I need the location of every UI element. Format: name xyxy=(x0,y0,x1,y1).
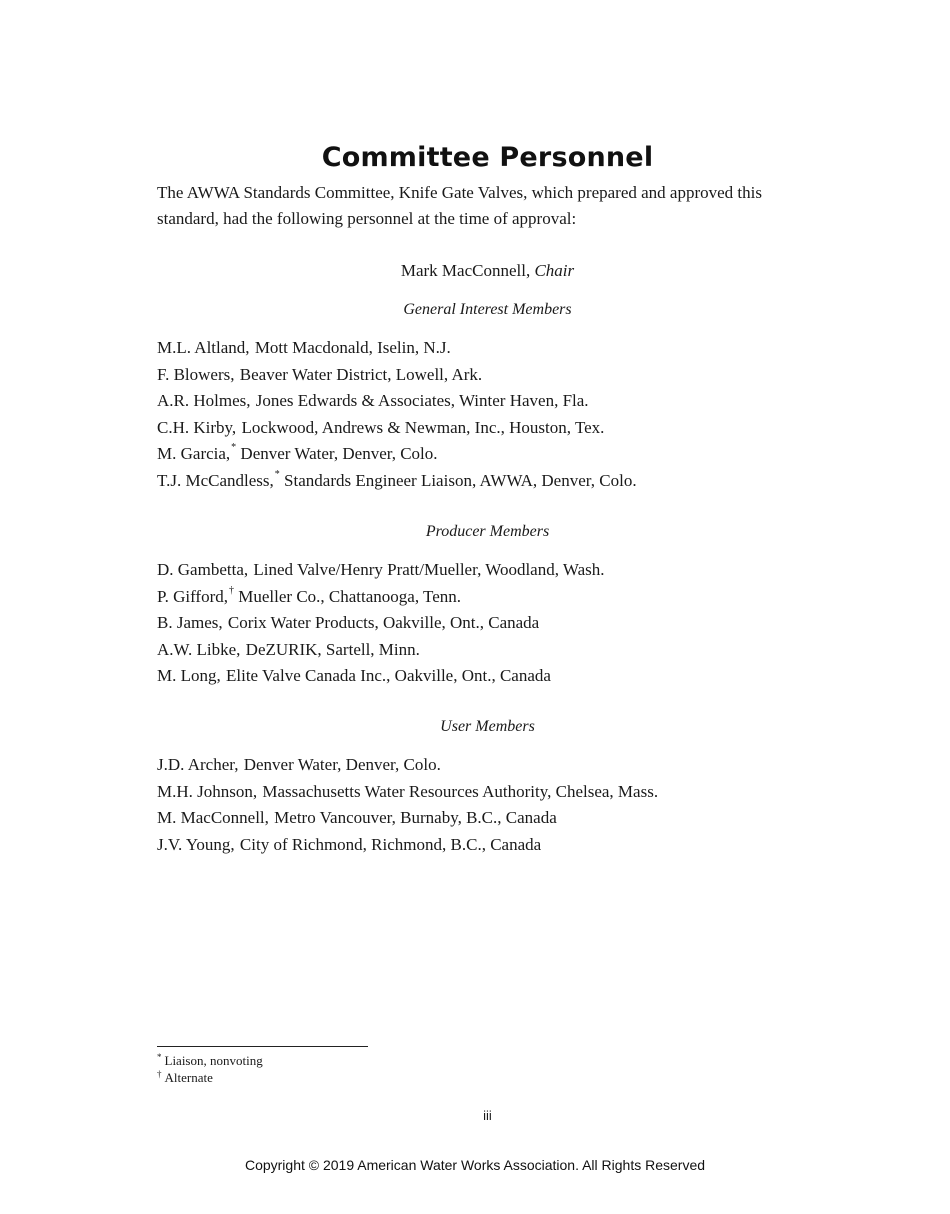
footnote-text: Alternate xyxy=(164,1070,213,1085)
footnote-text: Liaison, nonvoting xyxy=(164,1053,263,1068)
list-item xyxy=(157,584,857,611)
page-title: Committee Personnel xyxy=(321,142,654,174)
member-name: M. Long, xyxy=(157,666,221,685)
member-name: M.L. Altland, xyxy=(157,338,250,357)
member-name: D. Gambetta, xyxy=(157,560,249,579)
member-detail: Standards Engineer Liaison, AWWA, Denver, Colo. xyxy=(284,470,637,490)
copyright-notice: Copyright © 2019 American Water Works Association. All Rights Reserved xyxy=(244,1157,706,1173)
member-name: B. James, xyxy=(157,613,223,632)
member-name: J.V. Young, xyxy=(157,834,235,854)
footnote-symbol: * xyxy=(157,1052,162,1062)
member-detail: Massachusetts Water Resources Authority, Chelsea, Mass. xyxy=(262,781,659,801)
member-name: A.W. Libke, xyxy=(157,639,241,659)
footnote-liaison xyxy=(157,1052,263,1069)
member-detail: Mott Macdonald, Iselin, N.J. xyxy=(254,338,451,357)
member-name: M. MacConnell, xyxy=(157,808,269,827)
member-name: F. Blowers, xyxy=(157,364,235,384)
list-item xyxy=(157,388,857,415)
member-detail: DeZURIK, Sartell, Minn. xyxy=(245,639,420,659)
member-detail: Lockwood, Andrews & Newman, Inc., Houston, Tex. xyxy=(241,417,605,437)
list-item xyxy=(157,335,857,362)
member-detail: Denver Water, Denver, Colo. xyxy=(243,755,441,774)
list-item xyxy=(157,468,857,495)
member-detail: Denver Water, Denver, Colo. xyxy=(240,444,438,463)
member-detail: City of Richmond, Richmond, B.C., Canada xyxy=(239,834,542,854)
footnote-mark: * xyxy=(274,468,280,480)
list-item xyxy=(157,441,857,468)
list-item xyxy=(157,779,857,806)
footnote-alternate xyxy=(157,1069,263,1086)
member-name: J.D. Archer, xyxy=(157,755,239,774)
list-item xyxy=(157,752,857,779)
member-name: M.H. Johnson, xyxy=(157,781,258,801)
member-detail: Mueller Co., Chattanooga, Tenn. xyxy=(238,586,462,606)
page-number: iii xyxy=(483,1108,492,1123)
member-detail: Beaver Water District, Lowell, Ark. xyxy=(239,364,483,384)
general-interest-member-list xyxy=(157,335,857,494)
member-detail: Corix Water Products, Oakville, Ont., Canada xyxy=(227,613,540,632)
intro-paragraph: The AWWA Standards Committee, Knife Gate Valves, which prepared and approved this standard, had the following personnel at the time of approval: xyxy=(157,183,762,228)
member-name: C.H. Kirby, xyxy=(157,417,237,437)
footnote-symbol: † xyxy=(157,1069,162,1079)
list-item xyxy=(157,557,857,584)
section-heading-general-interest: General Interest Members xyxy=(403,301,572,318)
list-item xyxy=(157,610,857,637)
chair-line xyxy=(0,259,950,283)
member-detail: Lined Valve/Henry Pratt/Mueller, Woodland, Wash. xyxy=(253,560,605,579)
producer-member-list xyxy=(157,557,857,690)
footnote-mark: * xyxy=(231,442,237,453)
chair-name: Mark MacConnell, xyxy=(400,261,531,280)
member-name: M. Garcia, xyxy=(157,444,231,463)
member-name: P. Gifford, xyxy=(157,586,228,606)
footnote-divider xyxy=(157,1046,368,1047)
list-item xyxy=(157,637,857,664)
chair-role: Chair xyxy=(534,261,575,280)
list-item xyxy=(157,663,857,690)
section-heading-user: User Members xyxy=(440,718,535,735)
member-detail: Jones Edwards & Associates, Winter Haven, Fla. xyxy=(255,391,589,410)
member-detail: Metro Vancouver, Burnaby, B.C., Canada xyxy=(274,808,557,827)
footnotes xyxy=(157,1052,263,1086)
list-item xyxy=(157,415,857,442)
section-heading-producer: Producer Members xyxy=(425,523,550,540)
member-detail: Elite Valve Canada Inc., Oakville, Ont., Canada xyxy=(226,666,551,685)
list-item xyxy=(157,362,857,389)
list-item xyxy=(157,832,857,859)
member-name: T.J. McCandless, xyxy=(157,470,274,490)
member-name: A.R. Holmes, xyxy=(157,391,251,410)
user-member-list xyxy=(157,752,857,858)
list-item xyxy=(157,805,857,832)
footnote-mark: † xyxy=(229,584,234,596)
